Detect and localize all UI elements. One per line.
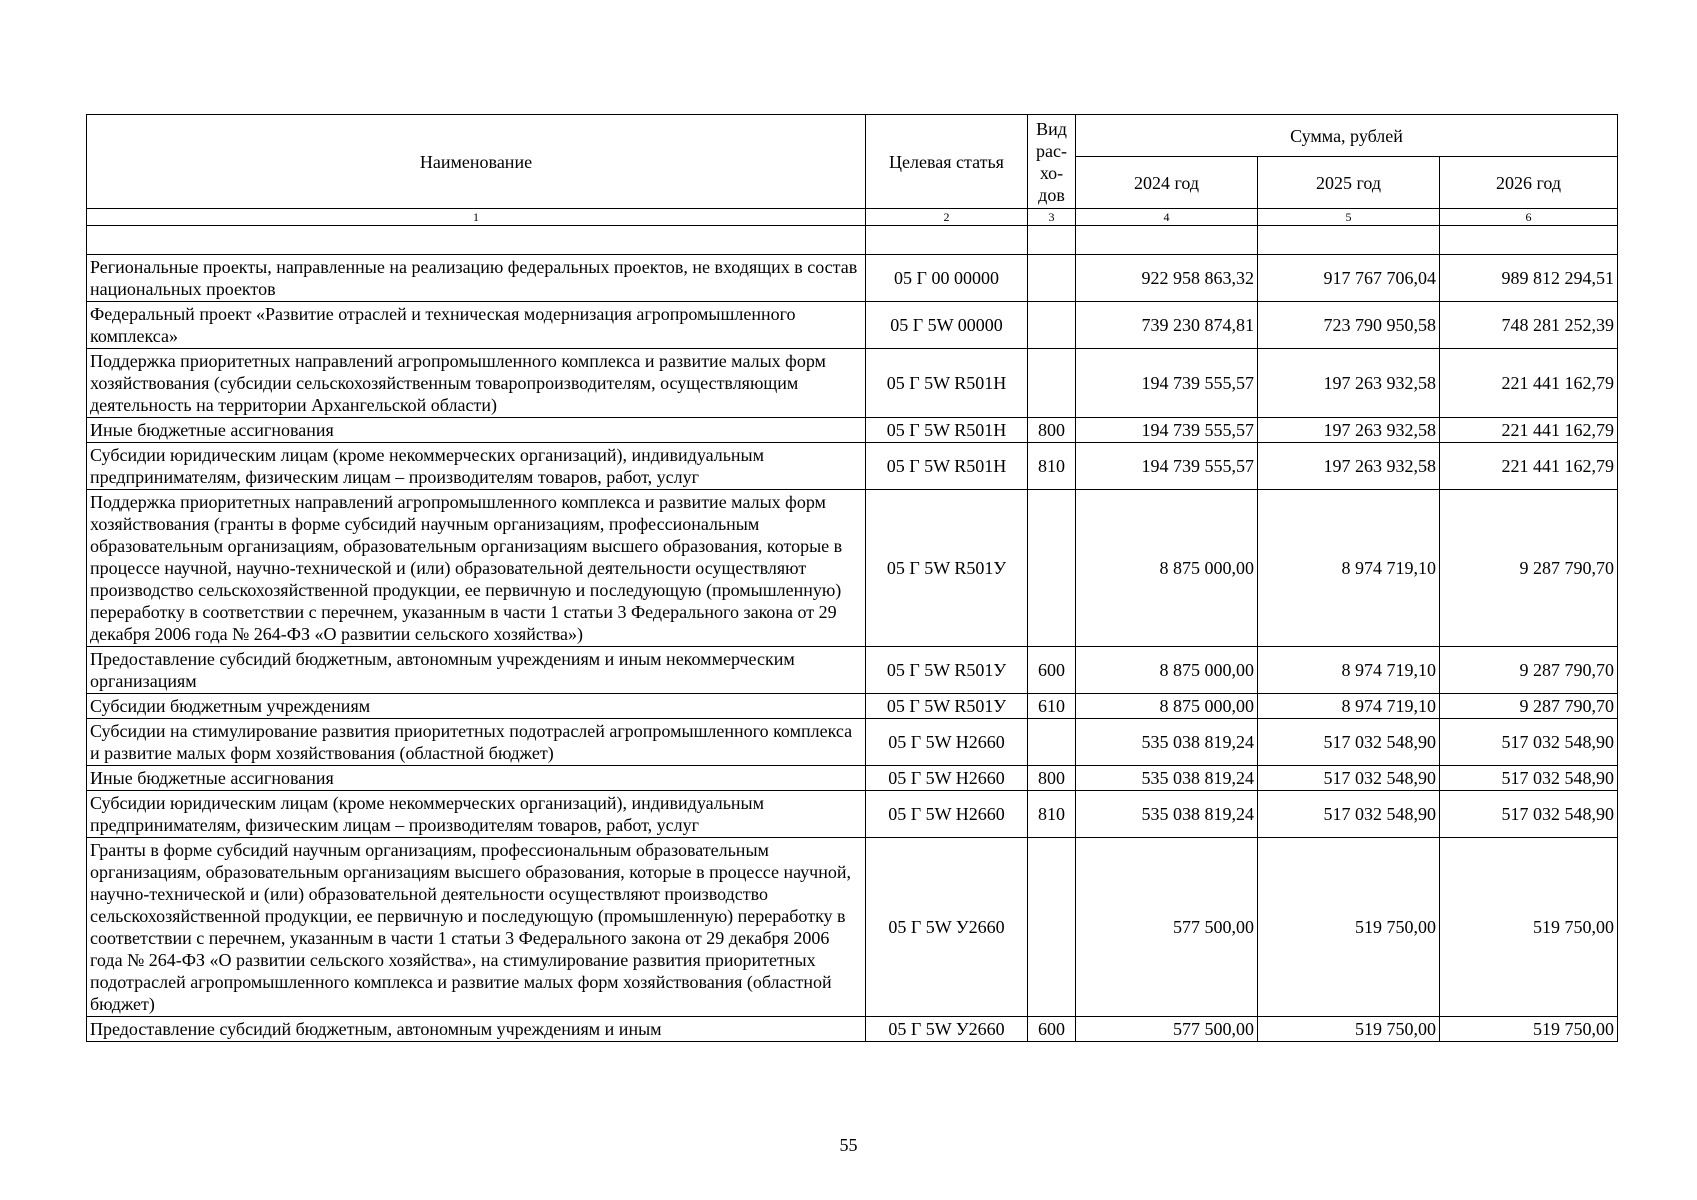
- row-expense-type: 800: [1028, 418, 1076, 443]
- row-name: Субсидии юридическим лицам (кроме некоммерческих организаций), индивидуальным предпринимателям, физическим лицам – производителям товаров, работ, услуг: [87, 791, 866, 838]
- row-target-article: 05 Г 5W У2660: [866, 1017, 1028, 1042]
- table-row: [87, 255, 1618, 302]
- row-expense-type: 610: [1028, 694, 1076, 719]
- table-body: [87, 226, 1618, 1042]
- row-target-article: 05 Г 5W R501У: [866, 694, 1028, 719]
- row-name: Предоставление субсидий бюджетным, автономным учреждениям и иным некоммерческим организациям: [87, 647, 866, 694]
- empty-row: [87, 226, 1618, 255]
- row-value-2025: 917 767 706,04: [1258, 255, 1440, 302]
- table-row: [87, 766, 1618, 791]
- table-row: [87, 302, 1618, 349]
- page-number: 55: [839, 1135, 858, 1155]
- row-target-article: 05 Г 5W R501У: [866, 490, 1028, 647]
- row-value-2025: 8 974 719,10: [1258, 490, 1440, 647]
- row-value-2025: 517 032 548,90: [1258, 791, 1440, 838]
- row-expense-type: 600: [1028, 647, 1076, 694]
- row-target-article: 05 Г 5W R501У: [866, 647, 1028, 694]
- row-value-2026: 517 032 548,90: [1440, 791, 1618, 838]
- row-value-2026: 221 441 162,79: [1440, 443, 1618, 490]
- row-target-article: 05 Г 5W R501Н: [866, 443, 1028, 490]
- row-value-2025: 519 750,00: [1258, 838, 1440, 1017]
- column-number: 2: [866, 209, 1028, 226]
- row-value-2024: 577 500,00: [1076, 1017, 1258, 1042]
- row-expense-type: 800: [1028, 766, 1076, 791]
- row-name: Поддержка приоритетных направлений агропромышленного комплекса и развитие малых форм хозяйствования (субсидии сельскохозяйственным товаропроизводителям, осуществляющим деятельность на территории Архангельской области): [87, 349, 866, 418]
- row-value-2024: 194 739 555,57: [1076, 349, 1258, 418]
- column-number: 5: [1258, 209, 1440, 226]
- row-value-2025: 197 263 932,58: [1258, 349, 1440, 418]
- header-name: Наименование: [87, 115, 866, 209]
- budget-table: [86, 114, 1618, 1042]
- column-number: 3: [1028, 209, 1076, 226]
- row-name: Субсидии юридическим лицам (кроме некоммерческих организаций), индивидуальным предпринимателям, физическим лицам – производителям товаров, работ, услуг: [87, 443, 866, 490]
- column-number: 1: [87, 209, 866, 226]
- row-value-2026: 221 441 162,79: [1440, 349, 1618, 418]
- table-row: [87, 490, 1618, 647]
- row-value-2024: 739 230 874,81: [1076, 302, 1258, 349]
- table-row: [87, 694, 1618, 719]
- row-target-article: 05 Г 00 00000: [866, 255, 1028, 302]
- header-year-2025: 2025 год: [1258, 157, 1440, 209]
- row-name: Гранты в форме субсидий научным организациям, профессиональным образовательным организациям, образовательным организациям высшего образования, которые в процессе научной, научно-технической и (или) образовательной деятельности осуществляют производство сельскохозяйственной продукции, ее первичную и последующую (промышленную) переработку в соответствии с перечнем, указанным в части 1 статьи 3 Федерального закона от 29 декабря 2006 года № 264-ФЗ «О развитии сельского хозяйства», на стимулирование развития приоритетных подотраслей агропромышленного комплекса и развитие малых форм хозяйствования (областной бюджет): [87, 838, 866, 1017]
- row-value-2026: 221 441 162,79: [1440, 418, 1618, 443]
- row-target-article: 05 Г 5W Н2660: [866, 791, 1028, 838]
- row-value-2024: 8 875 000,00: [1076, 694, 1258, 719]
- table-row: [87, 791, 1618, 838]
- table-row: [87, 719, 1618, 766]
- row-expense-type: 600: [1028, 1017, 1076, 1042]
- row-value-2024: 8 875 000,00: [1076, 647, 1258, 694]
- row-target-article: 05 Г 5W 00000: [866, 302, 1028, 349]
- header-year-2026: 2026 год: [1440, 157, 1618, 209]
- table-row: [87, 349, 1618, 418]
- row-value-2024: 535 038 819,24: [1076, 791, 1258, 838]
- row-target-article: 05 Г 5W R501Н: [866, 418, 1028, 443]
- table-row: [87, 647, 1618, 694]
- row-value-2026: 519 750,00: [1440, 1017, 1618, 1042]
- row-target-article: 05 Г 5W Н2660: [866, 719, 1028, 766]
- row-value-2024: 194 739 555,57: [1076, 443, 1258, 490]
- row-value-2024: 535 038 819,24: [1076, 719, 1258, 766]
- row-value-2026: 517 032 548,90: [1440, 719, 1618, 766]
- row-value-2024: 577 500,00: [1076, 838, 1258, 1017]
- column-number: 6: [1440, 209, 1618, 226]
- row-value-2026: 9 287 790,70: [1440, 490, 1618, 647]
- table-row: [87, 418, 1618, 443]
- row-value-2026: 517 032 548,90: [1440, 766, 1618, 791]
- header-sum: Сумма, рублей: [1076, 115, 1618, 157]
- row-expense-type: 810: [1028, 443, 1076, 490]
- row-value-2024: 535 038 819,24: [1076, 766, 1258, 791]
- row-value-2024: 8 875 000,00: [1076, 490, 1258, 647]
- row-target-article: 05 Г 5W R501Н: [866, 349, 1028, 418]
- row-name: Федеральный проект «Развитие отраслей и техническая модернизация агропромышленного комплекса»: [87, 302, 866, 349]
- row-expense-type: [1028, 302, 1076, 349]
- row-expense-type: [1028, 719, 1076, 766]
- row-expense-type: [1028, 490, 1076, 647]
- row-value-2025: 723 790 950,58: [1258, 302, 1440, 349]
- column-number: 4: [1076, 209, 1258, 226]
- header-expense-type: Вид рас-хо-дов: [1028, 115, 1076, 209]
- table-row: [87, 1017, 1618, 1042]
- row-expense-type: 810: [1028, 791, 1076, 838]
- row-name: Иные бюджетные ассигнования: [87, 766, 866, 791]
- row-value-2026: 989 812 294,51: [1440, 255, 1618, 302]
- row-value-2026: 519 750,00: [1440, 838, 1618, 1017]
- row-value-2025: 517 032 548,90: [1258, 766, 1440, 791]
- row-value-2024: 922 958 863,32: [1076, 255, 1258, 302]
- row-name: Региональные проекты, направленные на реализацию федеральных проектов, не входящих в состав национальных проектов: [87, 255, 866, 302]
- row-expense-type: [1028, 255, 1076, 302]
- row-name: Субсидии на стимулирование развития приоритетных подотраслей агропромышленного комплекса и развитие малых форм хозяйствования (областной бюджет): [87, 719, 866, 766]
- row-name: Субсидии бюджетным учреждениям: [87, 694, 866, 719]
- row-name: Поддержка приоритетных направлений агропромышленного комплекса и развитие малых форм хозяйствования (гранты в форме субсидий научным организациям, профессиональным образовательным организациям, образовательным организациям высшего образования, которые в процессе научной, научно-технической и (или) образовательной деятельности осуществляют производство сельскохозяйственной продукции, ее первичную и последующую (промышленную) переработку в соответствии с перечнем, указанным в части 1 статьи 3 Федерального закона от 29 декабря 2006 года № 264-ФЗ «О развитии сельского хозяйства»): [87, 490, 866, 647]
- row-expense-type: [1028, 349, 1076, 418]
- row-value-2025: 197 263 932,58: [1258, 418, 1440, 443]
- header-target-article: Целевая статья: [866, 115, 1028, 209]
- row-value-2026: 748 281 252,39: [1440, 302, 1618, 349]
- row-expense-type: [1028, 838, 1076, 1017]
- row-value-2025: 8 974 719,10: [1258, 647, 1440, 694]
- row-value-2025: 517 032 548,90: [1258, 719, 1440, 766]
- row-value-2026: 9 287 790,70: [1440, 694, 1618, 719]
- row-value-2024: 194 739 555,57: [1076, 418, 1258, 443]
- row-target-article: 05 Г 5W Н2660: [866, 766, 1028, 791]
- row-name: Иные бюджетные ассигнования: [87, 418, 866, 443]
- row-value-2025: 8 974 719,10: [1258, 694, 1440, 719]
- row-value-2025: 197 263 932,58: [1258, 443, 1440, 490]
- row-name: Предоставление субсидий бюджетным, автономным учреждениям и иным: [87, 1017, 866, 1042]
- table-row: [87, 443, 1618, 490]
- table-row: [87, 838, 1618, 1017]
- row-value-2026: 9 287 790,70: [1440, 647, 1618, 694]
- row-target-article: 05 Г 5W У2660: [866, 838, 1028, 1017]
- row-value-2025: 519 750,00: [1258, 1017, 1440, 1042]
- header-year-2024: 2024 год: [1076, 157, 1258, 209]
